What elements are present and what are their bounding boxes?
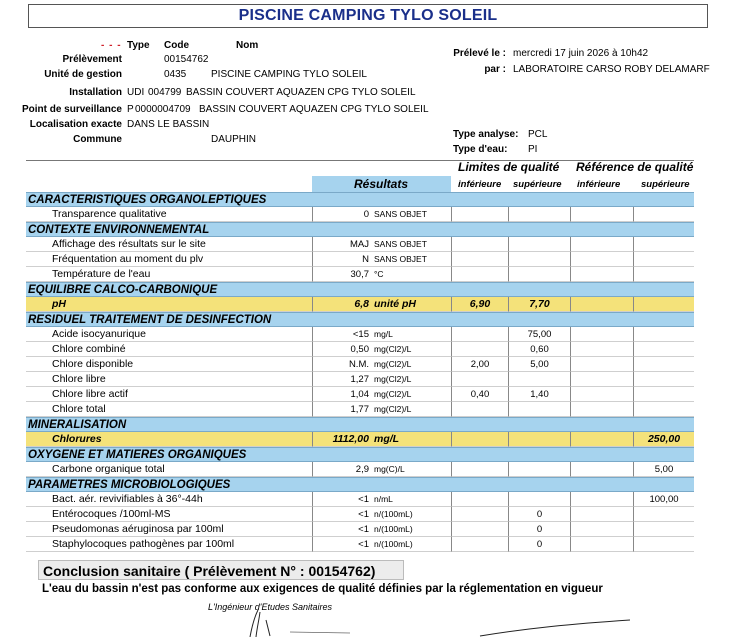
result-value: 6,8 [354,298,369,310]
table-row [26,462,694,477]
result-cell [312,342,451,357]
header-field-type: P [127,104,134,115]
header-field-type: UDI [127,87,145,98]
limit-superieure-value: 0 [508,522,570,537]
col-type-header: Type [127,40,150,51]
header-field-label: Localisation exacte [29,119,122,130]
result-value: 2,9 [355,464,369,475]
section-header [26,222,694,237]
reference-superieure-value [633,357,694,372]
result-value: <1 [358,539,369,550]
parameter-name: Chlore combiné [26,342,312,357]
signer-title: L'Ingénieur d'Etudes Sanitaires [208,602,333,612]
limit-superieure-value [508,207,570,222]
table-row [26,237,694,252]
reference-superieure-value [633,297,694,312]
reference-superieure-value [633,327,694,342]
header-field-label: Prélèvement [62,54,122,65]
reference-superieure-value [633,252,694,267]
reference-inferieure-value [570,207,633,222]
reference-superieure-value [633,387,694,402]
reference-inferieure-value [570,507,633,522]
result-unit: SANS OBJET [374,209,427,219]
reference-superieure-value [633,537,694,552]
limit-superieure-value [508,432,570,447]
result-unit: mg/L [374,433,400,445]
result-unit: SANS OBJET [374,239,427,249]
parameter-name: pH [26,297,312,312]
table-row [26,522,694,537]
limit-superieure-value: 0,60 [508,342,570,357]
limit-inferieure-value [451,252,508,267]
result-unit: n/(100mL) [374,539,413,549]
parameter-name: Chlorures [26,432,312,447]
result-value: 1,77 [350,404,369,415]
section-title: CONTEXTE ENVIRONNEMENTAL [26,222,694,237]
limit-inferieure-value [451,522,508,537]
reference-superieure-value [633,267,694,282]
header-field-label: Commune [73,134,122,145]
header-field-code: 004799 [148,87,182,98]
result-unit: °C [374,269,384,279]
result-cell [312,252,451,267]
result-value: N.M. [348,359,369,370]
result-value: MAJ [350,239,369,250]
reference-inferieure-value [570,432,633,447]
limite-inferieure-header: inférieure [458,179,502,190]
reference-superieure-value: 5,00 [633,462,694,477]
result-cell [312,432,451,447]
col-nom-header: Nom [236,40,259,51]
parameter-name: Chlore total [26,402,312,417]
red-dash-marker: - - - [101,40,122,51]
parameter-name: Staphylocoques pathogènes par 100ml [26,537,312,552]
result-unit: n/(100mL) [374,524,413,534]
section-title: MINERALISATION [26,417,694,432]
header-field-label: Installation [69,87,122,98]
table-row [26,357,694,372]
header-field-nom: BASSIN COUVERT AQUAZEN CPG TYLO SOLEIL [186,87,416,98]
section-header [26,282,694,297]
limit-superieure-value: 7,70 [508,297,570,312]
result-value: N [362,254,369,265]
result-cell [312,537,451,552]
signature-image [230,608,630,637]
parameter-name: Acide isocyanurique [26,327,312,342]
limit-inferieure-value [451,372,508,387]
result-unit: mg(C)/L [374,464,405,474]
header-field-label: Unité de gestion [44,69,122,80]
table-row [26,342,694,357]
result-unit: mg(Cl2)/L [374,374,412,384]
parameter-name: Carbone organique total [26,462,312,477]
limit-superieure-value [508,237,570,252]
result-value: 0,50 [350,344,369,355]
limit-superieure-value: 5,00 [508,357,570,372]
conclusion-text: L'eau du bassin n'est pas conforme aux exigences de qualité définies par la réglementation en vigueur [42,583,603,595]
section-header [26,192,694,207]
section-title: PARAMETRES MICROBIOLOGIQUES [26,477,694,492]
document-title: PISCINE CAMPING TYLO SOLEIL [28,4,708,28]
parameter-name: Température de l'eau [26,267,312,282]
reference-inferieure-value [570,252,633,267]
limit-superieure-value: 0 [508,507,570,522]
parameter-name: Chlore libre [26,372,312,387]
table-row [26,207,694,222]
header-field-label: Point de surveillance [21,104,122,115]
limit-inferieure-value [451,462,508,477]
reference-inferieure-value [570,492,633,507]
reference-superieure-value [633,237,694,252]
reference-inferieure-value [570,327,633,342]
result-cell [312,492,451,507]
table-row [26,327,694,342]
result-value: 1112,00 [332,433,369,445]
header-field-nom: DAUPHIN [211,134,257,145]
section-header [26,312,694,327]
result-unit: mg/L [374,329,393,339]
result-cell [312,207,451,222]
result-cell [312,522,451,537]
section-title: OXYGENE ET MATIERES ORGANIQUES [26,447,694,462]
reference-inferieure-value [570,342,633,357]
table-row [26,372,694,387]
table-row [26,537,694,552]
preleve-le-label: Prélevé le : [453,48,506,59]
header-field-nom: BASSIN COUVERT AQUAZEN CPG TYLO SOLEIL [199,104,429,115]
parameter-name: Fréquentation au moment du plv [26,252,312,267]
result-value: 30,7 [350,269,369,280]
result-unit: mg(Cl2)/L [374,359,412,369]
type-analyse-label: Type analyse: [453,129,519,140]
reference-superieure-value [633,342,694,357]
resultats-header: Résultats [354,177,409,191]
result-value: 1,04 [350,389,369,400]
limit-inferieure-value: 6,90 [451,297,508,312]
result-value: <1 [358,509,369,520]
reference-superieure-value [633,522,694,537]
reference-superieure-value [633,372,694,387]
table-row [26,387,694,402]
reference-inferieure-header: inférieure [577,179,621,190]
header-field-code: 0000004709 [135,104,191,115]
limit-inferieure-value [451,507,508,522]
result-cell [312,237,451,252]
limit-inferieure-value: 2,00 [451,357,508,372]
reference-inferieure-value [570,522,633,537]
result-cell [312,297,451,312]
limit-inferieure-value [451,237,508,252]
reference-inferieure-value [570,267,633,282]
header-field-type: DANS LE BASSIN [127,119,210,130]
table-row [26,252,694,267]
header-field-code: 00154762 [164,54,209,65]
result-cell [312,387,451,402]
result-unit: mg(Cl2)/L [374,389,412,399]
col-code-header: Code [164,40,189,51]
parameter-name: Bact. aér. revivifiables à 36°-44h [26,492,312,507]
table-row [26,297,694,312]
type-eau-value: PI [528,144,538,155]
limit-superieure-value: 1,40 [508,387,570,402]
table-row [26,507,694,522]
section-header [26,417,694,432]
reference-inferieure-value [570,372,633,387]
conclusion-title: Conclusion sanitaire ( Prélèvement N° : 00154762) [38,560,404,580]
result-cell [312,327,451,342]
limit-superieure-value [508,402,570,417]
reference-inferieure-value [570,462,633,477]
limit-inferieure-value [451,402,508,417]
parameter-name: Entérocoques /100ml-MS [26,507,312,522]
section-header [26,447,694,462]
limit-inferieure-value: 0,40 [451,387,508,402]
type-analyse-value: PCL [528,129,548,140]
parameter-name: Transparence qualitative [26,207,312,222]
result-unit: unité pH [374,298,416,310]
limit-inferieure-value [451,267,508,282]
limit-inferieure-value [451,327,508,342]
table-header-row [26,176,694,192]
section-title: EQUILIBRE CALCO-CARBONIQUE [26,282,694,297]
limit-superieure-value: 0 [508,537,570,552]
result-value: <1 [358,524,369,535]
table-row [26,492,694,507]
result-cell [312,267,451,282]
result-unit: SANS OBJET [374,254,427,264]
reference-superieure-value [633,402,694,417]
reference-inferieure-value [570,387,633,402]
reference-superieure-value: 250,00 [633,432,694,447]
parameter-name: Chlore libre actif [26,387,312,402]
reference-inferieure-value [570,357,633,372]
limit-inferieure-value [451,432,508,447]
reference-header: Référence de qualité [576,160,694,174]
limit-superieure-value: 75,00 [508,327,570,342]
result-value: <1 [358,494,369,505]
parameter-name: Chlore disponible [26,357,312,372]
par-value: LABORATOIRE CARSO ROBY DELAMARF [513,64,710,75]
reference-inferieure-value [570,297,633,312]
result-unit: n/mL [374,494,393,504]
limit-inferieure-value [451,342,508,357]
result-value: 0 [363,209,369,220]
header-field-code: 0435 [164,69,187,80]
result-value: 1,27 [350,374,369,385]
limit-inferieure-value [451,207,508,222]
result-cell [312,357,451,372]
limit-superieure-value [508,492,570,507]
reference-inferieure-value [570,402,633,417]
table-row [26,432,694,447]
type-eau-label: Type d'eau: [453,144,508,155]
parameter-name: Pseudomonas aéruginosa par 100ml [26,522,312,537]
result-unit: mg(Cl2)/L [374,344,412,354]
limit-superieure-value [508,267,570,282]
result-value: <15 [352,329,369,340]
par-label: par : [484,64,506,75]
result-cell [312,372,451,387]
result-cell [312,462,451,477]
result-unit: mg(Cl2)/L [374,404,412,414]
result-unit: n/(100mL) [374,509,413,519]
limit-superieure-value [508,372,570,387]
parameter-name: Affichage des résultats sur le site [26,237,312,252]
table-row [26,402,694,417]
limites-header: Limites de qualité [458,160,560,174]
reference-superieure-value [633,507,694,522]
reference-superieure-value [633,207,694,222]
limit-inferieure-value [451,492,508,507]
limit-superieure-value [508,252,570,267]
section-title: CARACTERISTIQUES ORGANOLEPTIQUES [26,192,694,207]
limite-superieure-header: supérieure [513,179,562,190]
reference-inferieure-value [570,237,633,252]
table-row [26,267,694,282]
section-header [26,477,694,492]
reference-inferieure-value [570,537,633,552]
limit-superieure-value [508,462,570,477]
result-cell [312,402,451,417]
limit-inferieure-value [451,537,508,552]
header-field-nom: PISCINE CAMPING TYLO SOLEIL [211,69,367,80]
preleve-le-value: mercredi 17 juin 2026 à 10h42 [513,48,649,59]
reference-superieure-header: supérieure [641,179,690,190]
section-title: RESIDUEL TRAITEMENT DE DESINFECTION [26,312,694,327]
result-cell [312,507,451,522]
reference-superieure-value: 100,00 [633,492,694,507]
